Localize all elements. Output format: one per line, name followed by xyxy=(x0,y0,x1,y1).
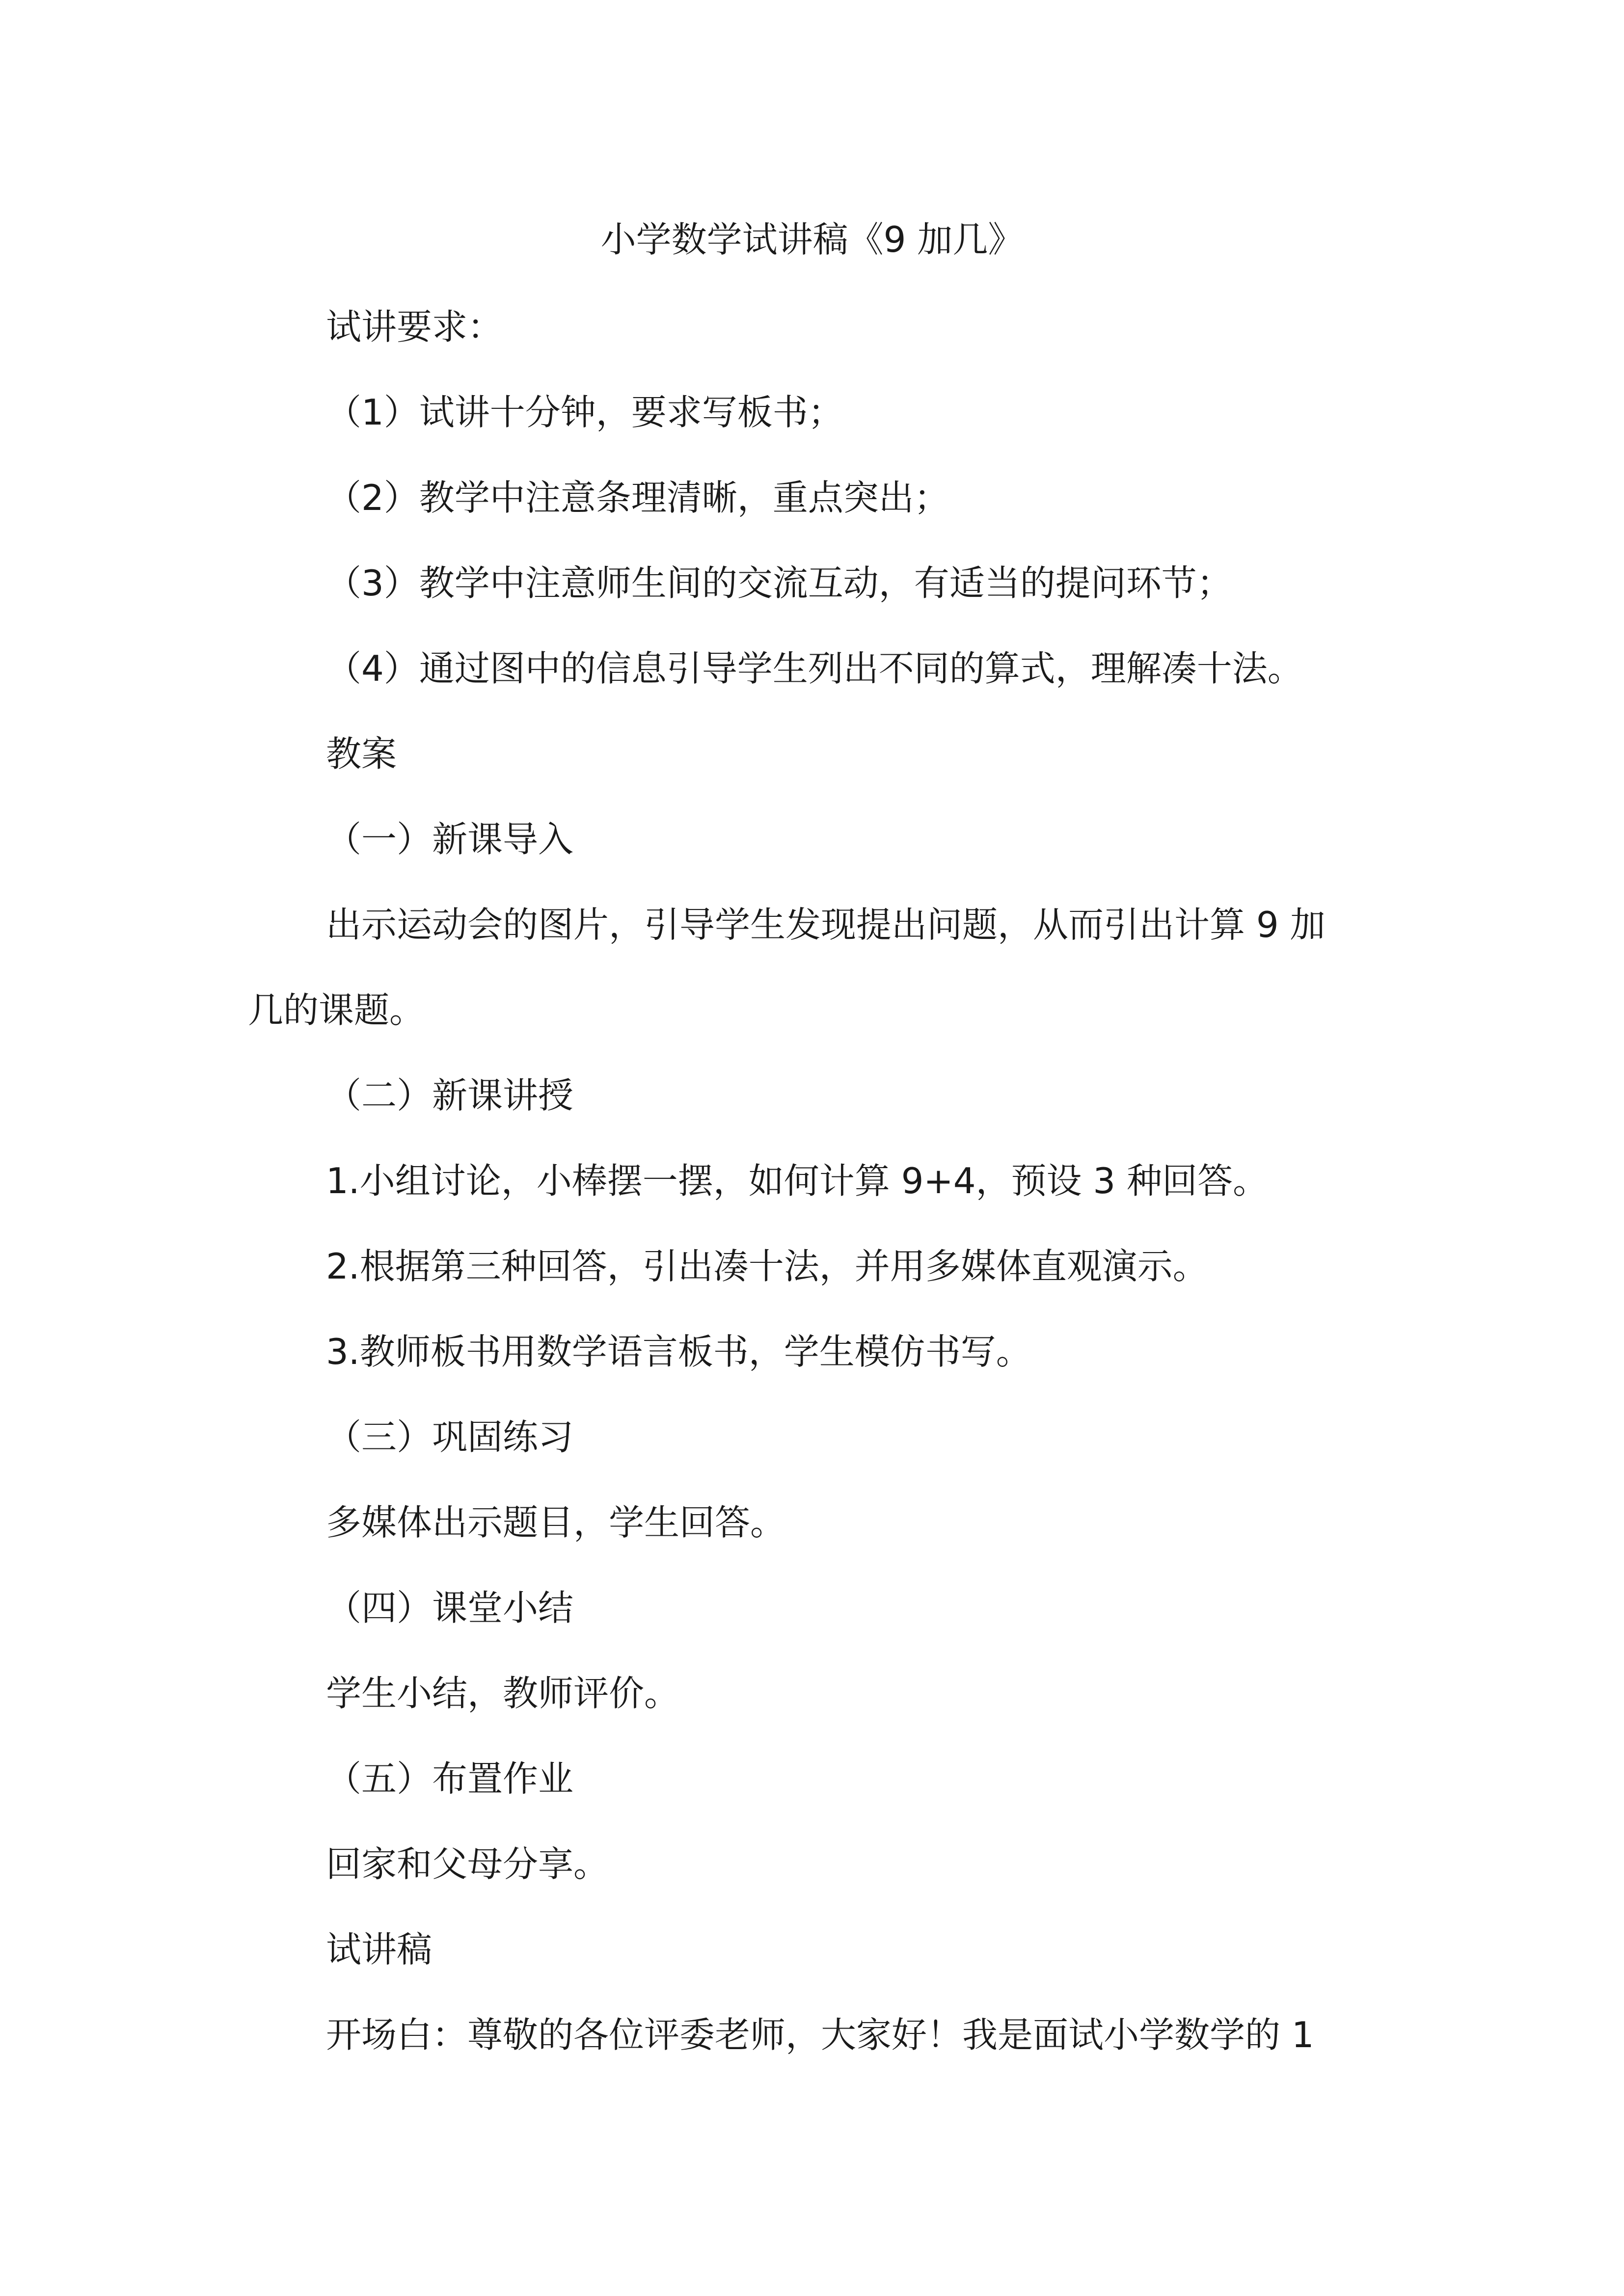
script-heading: 试讲稿 xyxy=(326,1929,433,1970)
requirement-item-4: （4）通过图中的信息引导学生列出不同的算式，理解凑十法。 xyxy=(326,648,1303,689)
section-1-text-line-2: 几的课题。 xyxy=(248,989,425,1031)
section-3-heading: （三）巩固练习 xyxy=(326,1416,574,1458)
script-opening: 开场白：尊敬的各位评委老师，大家好！我是面试小学数学的 1 xyxy=(326,2014,1314,2056)
section-5-text: 回家和父母分享。 xyxy=(326,1843,609,1885)
lesson-plan-heading: 教案 xyxy=(326,733,397,774)
section-5-heading: （五）布置作业 xyxy=(326,1758,574,1799)
document-title: 小学数学试讲稿《9 加几》 xyxy=(600,219,1024,260)
section-4-heading: （四）课堂小结 xyxy=(326,1587,574,1629)
requirement-item-3: （3）教学中注意师生间的交流互动，有适当的提问环节； xyxy=(326,562,1232,604)
requirement-item-2: （2）教学中注意条理清晰，重点突出； xyxy=(326,477,949,518)
section-1-text-line-1: 出示运动会的图片，引导学生发现提出问题，从而引出计算 9 加 xyxy=(326,904,1326,945)
section-2-item-1: 1.小组讨论，小棒摆一摆，如何计算 9+4，预设 3 种回答。 xyxy=(326,1160,1269,1201)
requirement-item-1: （1）试讲十分钟，要求写板书； xyxy=(326,392,843,433)
section-2-item-3: 3.教师板书用数学语言板书，学生模仿书写。 xyxy=(326,1331,1031,1372)
section-2-item-2: 2.根据第三种回答，引出凑十法，并用多媒体直观演示。 xyxy=(326,1246,1208,1287)
section-2-heading: （二）新课讲授 xyxy=(326,1075,574,1116)
section-4-text: 学生小结，教师评价。 xyxy=(326,1673,680,1714)
section-1-heading: （一）新课导入 xyxy=(326,819,574,860)
requirements-heading: 试讲要求： xyxy=(326,306,503,347)
section-3-text: 多媒体出示题目，学生回答。 xyxy=(326,1502,786,1543)
